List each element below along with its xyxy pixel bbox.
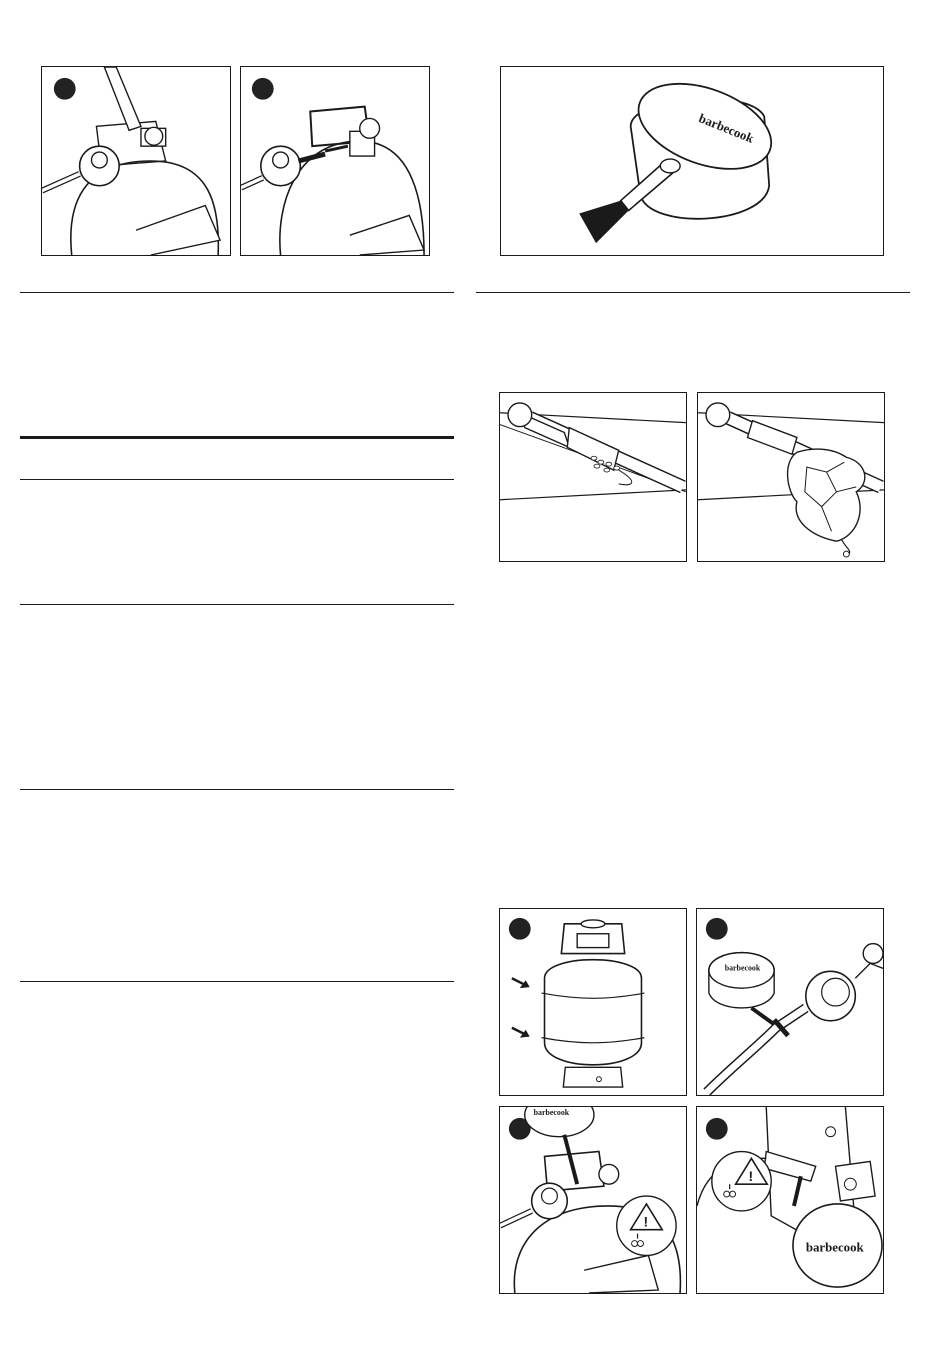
- warning-triangle-icon: [712, 1152, 771, 1211]
- svg-text:!: !: [643, 1213, 649, 1230]
- brand-label: barbecook: [805, 1240, 864, 1255]
- figure-regulator-disconnected: [240, 66, 430, 256]
- arrow-icon: [512, 1028, 530, 1038]
- gas-cylinder-illustration: [500, 909, 686, 1095]
- brand-label: barbecook: [696, 111, 756, 146]
- arrow-icon: [512, 978, 530, 988]
- figure-leak-bubbles: [697, 392, 885, 562]
- divider: [20, 479, 454, 480]
- step-badge-icon: [54, 78, 76, 100]
- divider: [20, 789, 454, 790]
- brush-valve-illustration: [500, 1107, 686, 1293]
- warning-triangle-icon: [617, 1196, 676, 1255]
- brand-label: barbecook: [533, 1107, 570, 1117]
- no-leak-illustration: [500, 393, 686, 561]
- divider-thick: [20, 436, 454, 439]
- divider: [476, 292, 910, 293]
- svg-text:!: !: [748, 1168, 754, 1185]
- brush-jar-illustration: [501, 67, 883, 255]
- step-badge-icon: [706, 403, 730, 427]
- figure-brush-hose: [696, 908, 884, 1096]
- wrench-regulator-illustration: [42, 67, 230, 255]
- brush-burner-illustration: [697, 1107, 883, 1293]
- step-badge-icon: [706, 918, 728, 940]
- figure-wrench-regulator: [41, 66, 231, 256]
- step-badge-icon: [252, 78, 274, 100]
- figure-brush-valve-warning: [499, 1106, 687, 1294]
- figure-brush-jar: [500, 66, 884, 256]
- regulator-disconnected-illustration: [241, 67, 429, 255]
- step-badge-icon: [706, 1118, 728, 1140]
- figure-gas-cylinder: [499, 908, 687, 1096]
- brush-hose-illustration: [697, 909, 883, 1095]
- figure-brush-burner-warning: [696, 1106, 884, 1294]
- step-badge-icon: [509, 918, 531, 940]
- step-badge-icon: [508, 403, 532, 427]
- brand-label: barbecook: [724, 963, 761, 973]
- figure-no-leak: [499, 392, 687, 562]
- divider: [20, 981, 454, 982]
- leak-bubbles-illustration: [698, 393, 884, 561]
- divider: [20, 604, 454, 605]
- divider: [20, 292, 454, 293]
